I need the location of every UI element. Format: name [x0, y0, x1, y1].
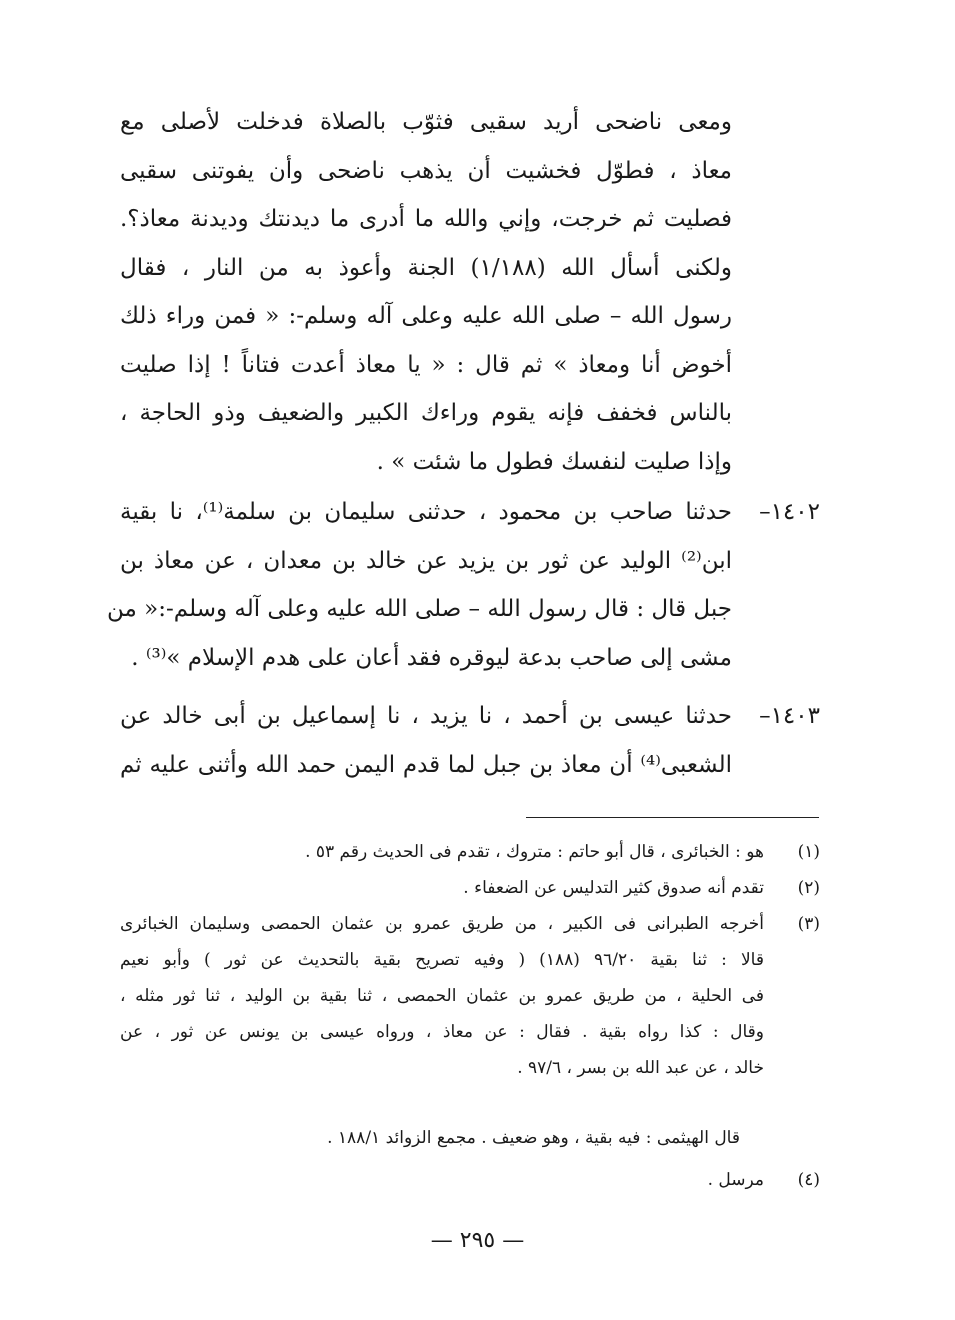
main-paragraph	[120, 98, 732, 486]
footnote-line: تقدم أنه صدوق كثير التدليس عن الضعفاء .	[463, 878, 764, 898]
text-line: أخوض أنا ومعاذ » ثم قال : « يا معاذ أعدت فتاناً ! إذا صليت	[120, 351, 732, 378]
haythami-note: قال الهيثمى : فيه بقية ، وهو ضعيف . مجمع الزوائد ١٨٨/١ .	[327, 1128, 740, 1148]
footnote-number: (٣)	[797, 914, 820, 934]
footnote-2	[120, 870, 820, 906]
text-line: مشى إلى صاحب بدعة ليوقره فقد أعان على هدم الإسلام »⁽³⁾ .	[131, 644, 732, 671]
footnote-line: أخرجه الطبرانى فى الكبير ، من طريق عمرو بن عثمان الحمصى وسليمان الخبائرى	[120, 914, 764, 934]
text-line: معاذ ، فطوّل فخشيت أن يذهب ناضحى وأن يفوتنى سقيى	[120, 157, 732, 184]
footnote-line: خالد ، عن عبد الله بن بسر ، ٩٧/٦ .	[517, 1058, 764, 1078]
text-line: ابن⁽²⁾ الوليد عن ثور بن يزيد عن خالد بن معدان ، عن معاذ بن	[120, 547, 732, 574]
text-line: حدثنا صاحب بن محمود ، حدثنى سليمان بن سلمة⁽¹⁾، نا بقية	[120, 499, 732, 525]
text-line: جبل قال : قال رسول الله – صلى الله عليه وعلى آله وسلم-:« من	[107, 596, 732, 622]
text-line: ومعى ناضحى أريد سقيى فثوّب بالصلاة فدخلت لأصلى مع	[120, 109, 732, 135]
footnotes	[120, 834, 820, 1086]
footnote-number: (١)	[797, 842, 820, 862]
footnote-number: (٢)	[797, 878, 820, 898]
footnote-4	[120, 1162, 820, 1198]
footnote-line: هو : الخبائرى ، قال أبو حاتم : متروك ، تقدم فى الحديث رقم ٥٣ .	[305, 842, 764, 862]
footnote-line: قالا : ثنا بقية ٩٦/٢٠ (١٨٨) ( وفيه تصريح بقية بالتحديث عن ثور ) وأبو نعيم	[120, 950, 764, 970]
text-line: فصليت ثم خرجت، وإني والله ما أدرى ما ديدنتك وديدنة معاذ؟.	[120, 206, 732, 232]
page-number: — ٢٩٥ —	[430, 1228, 525, 1253]
text-line: ولكنى أسأل الله (١/١٨٨) الجنة وأعوذ به من النار ، فقال	[120, 254, 733, 281]
hadith-1402	[107, 488, 820, 688]
footnote-3	[120, 906, 820, 1086]
footnote-line: فى الحلية ، من طريق عمرو بن عثمان الحمصى ، ثنا بقية بن الوليد ، ثنا ثور مثله ،	[120, 986, 764, 1006]
text-line: بالناس فخفف فإنه يقوم وراءك الكبير والضعيف وذو الحاجة ،	[120, 400, 732, 426]
text-line: رسول الله – صلى الله عليه وعلى آله وسلم-: « فمن وراء ذلك	[120, 303, 732, 329]
footnote-divider	[526, 817, 819, 818]
text-line: حدثنا عيسى بن أحمد ، نا يزيد ، نا إسماعيل بن أبى خالد عن	[120, 703, 732, 729]
hadith-number: ١٤٠٣–	[759, 703, 820, 729]
footnote-line: مرسل .	[707, 1170, 764, 1190]
text-line: وإذا صليت لنفسك فطول ما شئت » .	[376, 448, 732, 475]
footnotes-continued	[120, 1162, 820, 1198]
hadith-1403	[120, 692, 820, 792]
hadith-number: ١٤٠٢–	[759, 499, 820, 525]
footnote-line: وقال : كذا رواه بقية . فقال : عن معاذ ، ورواه عيسى بن يونس عن ثور ، عن	[120, 1022, 764, 1042]
footnote-1	[120, 834, 820, 870]
text-line: الشعبى⁽⁴⁾ أن معاذ بن جبل لما قدم اليمن حمد الله وأثنى عليه ثم	[120, 751, 732, 778]
footnote-number: (٤)	[797, 1170, 820, 1190]
